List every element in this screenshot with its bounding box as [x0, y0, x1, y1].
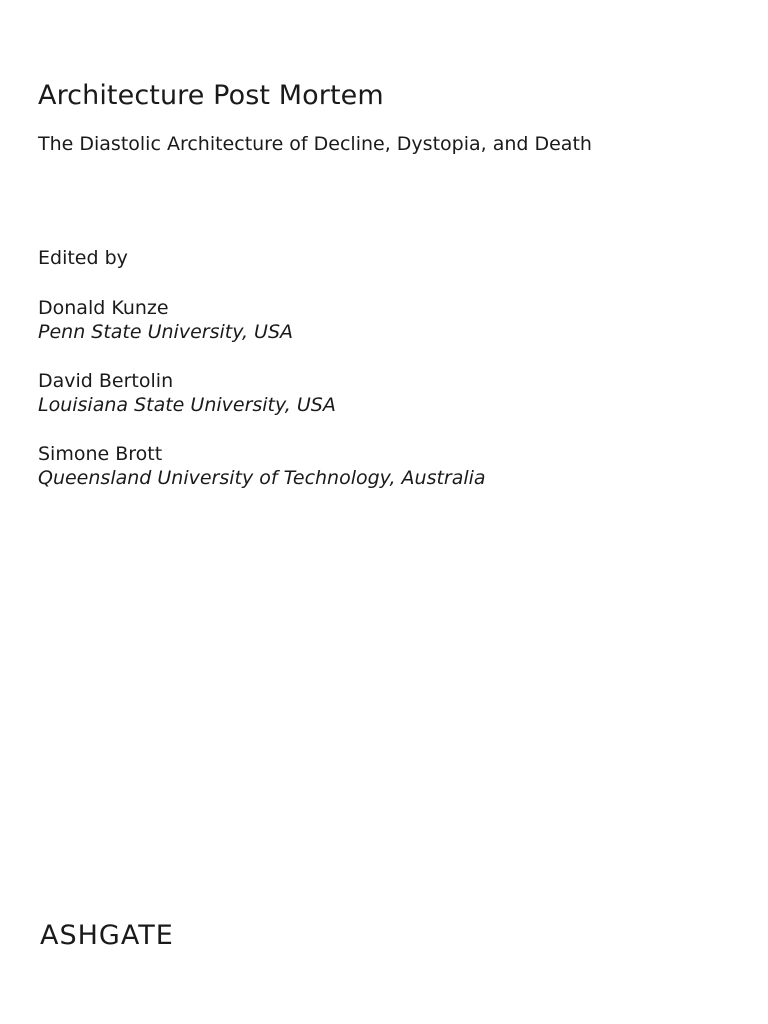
editor-entry	[38, 369, 336, 417]
editor-name: David Bertolin	[38, 370, 174, 392]
edited-by-label: Edited by	[38, 247, 128, 269]
book-subtitle: The Diastolic Architecture of Decline, Dystopia, and Death	[38, 133, 592, 155]
editor-affiliation: Penn State University, USA	[38, 321, 294, 343]
book-title: Architecture Post Mortem	[38, 80, 384, 111]
editor-name: Donald Kunze	[38, 297, 169, 319]
publisher-name: ASHGATE	[40, 920, 174, 951]
editor-entry	[38, 442, 486, 490]
editor-entry	[38, 296, 293, 344]
editor-name: Simone Brott	[38, 443, 163, 465]
editor-affiliation: Queensland University of Technology, Australia	[38, 467, 486, 489]
editor-affiliation: Louisiana State University, USA	[38, 394, 336, 416]
